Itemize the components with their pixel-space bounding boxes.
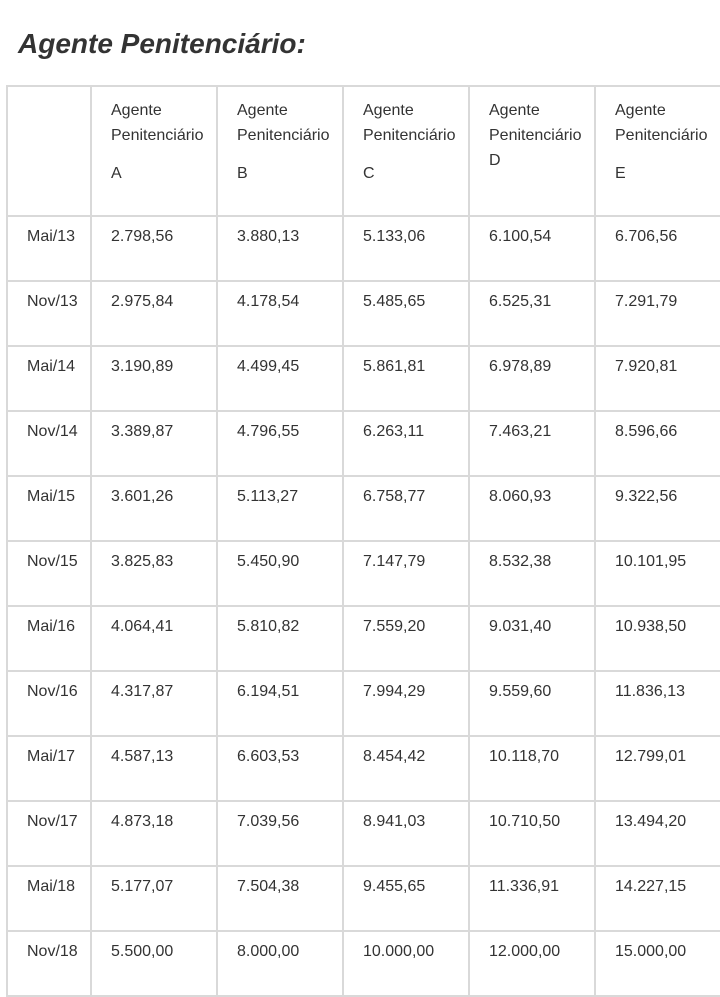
header-letter: D — [489, 152, 501, 169]
value-cell: 11.336,91 — [469, 866, 595, 931]
header-cell-empty — [7, 86, 91, 216]
value-cell: 4.873,18 — [91, 801, 217, 866]
header-line2: Penitenciário — [111, 127, 204, 144]
value-cell: 4.178,54 — [217, 281, 343, 346]
value-cell: 4.499,45 — [217, 346, 343, 411]
period-cell: Nov/16 — [7, 671, 91, 736]
value-cell: 8.941,03 — [343, 801, 469, 866]
table-row — [7, 411, 720, 476]
table-row — [7, 281, 720, 346]
value-cell: 5.177,07 — [91, 866, 217, 931]
period-cell: Mai/14 — [7, 346, 91, 411]
value-cell: 7.463,21 — [469, 411, 595, 476]
value-cell: 5.133,06 — [343, 216, 469, 281]
value-cell: 5.500,00 — [91, 931, 217, 996]
value-cell: 6.706,56 — [595, 216, 720, 281]
value-cell: 8.532,38 — [469, 541, 595, 606]
period-cell: Mai/17 — [7, 736, 91, 801]
table-row — [7, 476, 720, 541]
value-cell: 8.454,42 — [343, 736, 469, 801]
value-cell: 10.710,50 — [469, 801, 595, 866]
value-cell: 13.494,20 — [595, 801, 720, 866]
header-line2: Penitenciário — [237, 127, 330, 144]
header-cell-d — [469, 86, 595, 216]
value-cell: 11.836,13 — [595, 671, 720, 736]
header-cell-a — [91, 86, 217, 216]
header-cell-e — [595, 86, 720, 216]
period-cell: Nov/14 — [7, 411, 91, 476]
value-cell: 7.291,79 — [595, 281, 720, 346]
period-cell: Nov/15 — [7, 541, 91, 606]
value-cell: 3.601,26 — [91, 476, 217, 541]
table-row — [7, 736, 720, 801]
page-title: Agente Penitenciário: — [18, 28, 306, 59]
table-row — [7, 346, 720, 411]
table-body — [7, 216, 720, 996]
value-cell: 7.039,56 — [217, 801, 343, 866]
value-cell: 3.880,13 — [217, 216, 343, 281]
header-cell-c — [343, 86, 469, 216]
value-cell: 6.603,53 — [217, 736, 343, 801]
value-cell: 7.504,38 — [217, 866, 343, 931]
header-line1: Agente — [489, 102, 540, 119]
table-row — [7, 931, 720, 996]
value-cell: 4.064,41 — [91, 606, 217, 671]
value-cell: 7.147,79 — [343, 541, 469, 606]
header-letter: A — [111, 165, 122, 182]
header-line1: Agente — [363, 102, 414, 119]
value-cell: 9.031,40 — [469, 606, 595, 671]
value-cell: 5.485,65 — [343, 281, 469, 346]
value-cell: 9.455,65 — [343, 866, 469, 931]
value-cell: 10.938,50 — [595, 606, 720, 671]
period-cell: Mai/18 — [7, 866, 91, 931]
period-cell: Nov/13 — [7, 281, 91, 346]
value-cell: 3.825,83 — [91, 541, 217, 606]
value-cell: 8.060,93 — [469, 476, 595, 541]
value-cell: 5.861,81 — [343, 346, 469, 411]
header-line1: Agente — [111, 102, 162, 119]
value-cell: 6.194,51 — [217, 671, 343, 736]
value-cell: 9.559,60 — [469, 671, 595, 736]
table-header-row — [7, 86, 720, 216]
value-cell: 5.810,82 — [217, 606, 343, 671]
header-line1: Agente — [615, 102, 666, 119]
table-row — [7, 216, 720, 281]
table-row — [7, 671, 720, 736]
value-cell: 2.798,56 — [91, 216, 217, 281]
value-cell: 3.389,87 — [91, 411, 217, 476]
table-row — [7, 866, 720, 931]
value-cell: 7.559,20 — [343, 606, 469, 671]
value-cell: 6.978,89 — [469, 346, 595, 411]
table-row — [7, 541, 720, 606]
value-cell: 5.113,27 — [217, 476, 343, 541]
value-cell: 5.450,90 — [217, 541, 343, 606]
value-cell: 6.100,54 — [469, 216, 595, 281]
value-cell: 8.000,00 — [217, 931, 343, 996]
value-cell: 12.799,01 — [595, 736, 720, 801]
table-row — [7, 606, 720, 671]
header-line2: Penitenciário — [489, 127, 582, 144]
value-cell: 10.118,70 — [469, 736, 595, 801]
value-cell: 4.587,13 — [91, 736, 217, 801]
period-cell: Mai/16 — [7, 606, 91, 671]
header-letter: E — [615, 165, 626, 182]
salary-table — [6, 85, 720, 997]
value-cell: 12.000,00 — [469, 931, 595, 996]
value-cell: 15.000,00 — [595, 931, 720, 996]
period-cell: Nov/18 — [7, 931, 91, 996]
period-cell: Nov/17 — [7, 801, 91, 866]
value-cell: 10.000,00 — [343, 931, 469, 996]
value-cell: 6.758,77 — [343, 476, 469, 541]
value-cell: 4.796,55 — [217, 411, 343, 476]
value-cell: 2.975,84 — [91, 281, 217, 346]
value-cell: 3.190,89 — [91, 346, 217, 411]
header-letter: C — [363, 165, 375, 182]
value-cell: 4.317,87 — [91, 671, 217, 736]
period-cell: Mai/15 — [7, 476, 91, 541]
value-cell: 10.101,95 — [595, 541, 720, 606]
value-cell: 7.920,81 — [595, 346, 720, 411]
value-cell: 8.596,66 — [595, 411, 720, 476]
value-cell: 14.227,15 — [595, 866, 720, 931]
value-cell: 6.525,31 — [469, 281, 595, 346]
table-row — [7, 801, 720, 866]
value-cell: 7.994,29 — [343, 671, 469, 736]
value-cell: 6.263,11 — [343, 411, 469, 476]
header-cell-b — [217, 86, 343, 216]
header-letter: B — [237, 165, 248, 182]
header-line1: Agente — [237, 102, 288, 119]
header-line2: Penitenciário — [615, 127, 708, 144]
value-cell: 9.322,56 — [595, 476, 720, 541]
period-cell: Mai/13 — [7, 216, 91, 281]
header-line2: Penitenciário — [363, 127, 456, 144]
